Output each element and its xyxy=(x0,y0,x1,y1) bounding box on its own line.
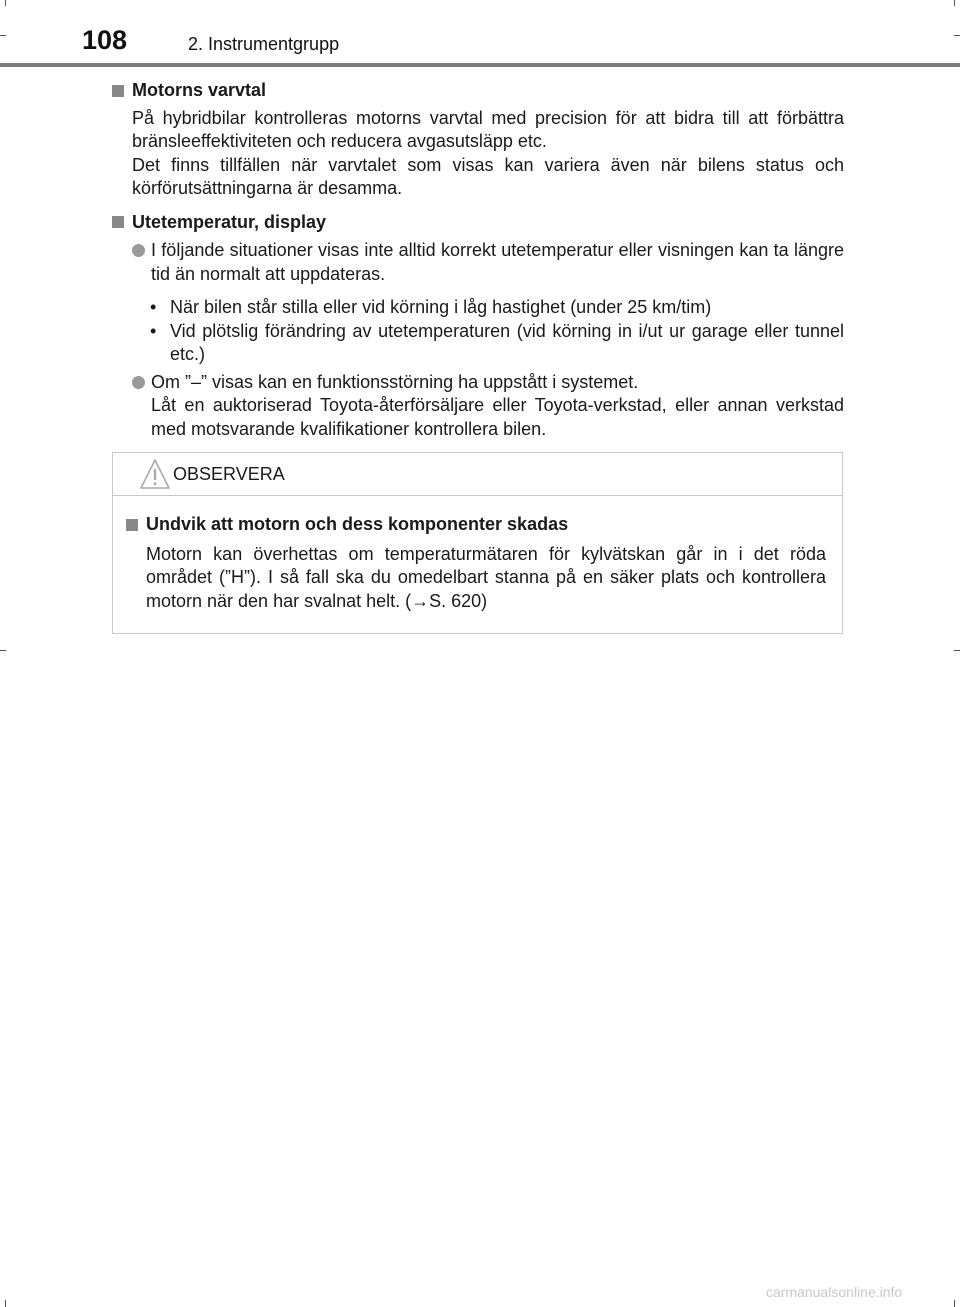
notice-title: OBSERVERA xyxy=(173,464,285,484)
sub-list xyxy=(150,296,844,367)
paragraph: Det finns tillfällen när varvtalet som visas kan variera även när bilens status och körförutsättningarna är desamma. xyxy=(132,154,844,198)
section-heading-motor-rpm xyxy=(112,79,844,103)
crop-mark xyxy=(5,1300,6,1307)
sub-list-item-text: Vid plötslig förändring av utetemperaturen (vid körning in i/ut ur garage eller tunnel etc.) xyxy=(170,320,844,364)
crop-mark xyxy=(0,650,6,651)
sub-list-item xyxy=(150,320,844,367)
paragraph: På hybridbilar kontrolleras motorns varvtal med precision för att bidra till att förbättra bränsleeffektiviteten och reducera avgasutsläpp etc. xyxy=(132,107,844,151)
circle-bullet-icon xyxy=(132,376,145,389)
chapter-title: 2. Instrumentgrupp xyxy=(188,34,340,54)
notice-text: Motorn kan överhettas om temperaturmätaren för kylvätskan går in i det röda området (”H”). I så fall ska du omedelbart stanna på en säker plats och kontrollera motorn när den har svalnat helt. (→S. 620) xyxy=(146,543,826,611)
notice-body xyxy=(113,496,842,613)
section-heading-text: Utetemperatur, display xyxy=(132,211,327,232)
bullet-marker: • xyxy=(150,297,157,317)
list-item xyxy=(132,239,844,286)
header-rule xyxy=(0,63,960,67)
notice-box xyxy=(112,452,843,634)
list-item-text: I följande situationer visas inte alltid korrekt utetemperatur eller visningen kan ta längre tid än normalt att uppdateras. xyxy=(151,240,844,284)
bullet-marker: • xyxy=(150,320,157,341)
square-bullet-icon xyxy=(112,85,124,97)
square-bullet-icon xyxy=(126,519,138,531)
section-heading-text: Motorns varvtal xyxy=(132,80,267,100)
page-number: 108 xyxy=(82,25,128,55)
page-header xyxy=(0,0,960,70)
watermark: carmanualsonline.info xyxy=(766,1284,903,1300)
sub-list-item xyxy=(150,296,844,320)
square-bullet-icon xyxy=(112,216,124,228)
list-item xyxy=(132,371,844,442)
main-content xyxy=(112,79,844,441)
warning-triangle-icon xyxy=(139,458,171,490)
notice-heading-text: Undvik att motorn och dess komponenter skadas xyxy=(146,514,569,534)
sub-list-item-text: När bilen står stilla eller vid körning i låg hastighet (under 25 km/tim) xyxy=(170,297,712,317)
notice-header xyxy=(113,453,842,496)
crop-mark xyxy=(954,1300,955,1307)
section-heading-outside-temp xyxy=(112,211,844,235)
circle-bullet-icon xyxy=(132,244,145,257)
list-item-line: Låt en auktoriserad Toyota-återförsäljare eller Toyota-verkstad, eller annan verkstad med motsvarande kvalifikationer kontrollera bilen. xyxy=(151,395,844,439)
crop-mark xyxy=(954,650,960,651)
list-item-line: Om ”–” visas kan en funktionsstörning ha uppstått i systemet. xyxy=(151,371,639,392)
list-item-text xyxy=(151,371,844,442)
notice-heading xyxy=(126,513,826,537)
